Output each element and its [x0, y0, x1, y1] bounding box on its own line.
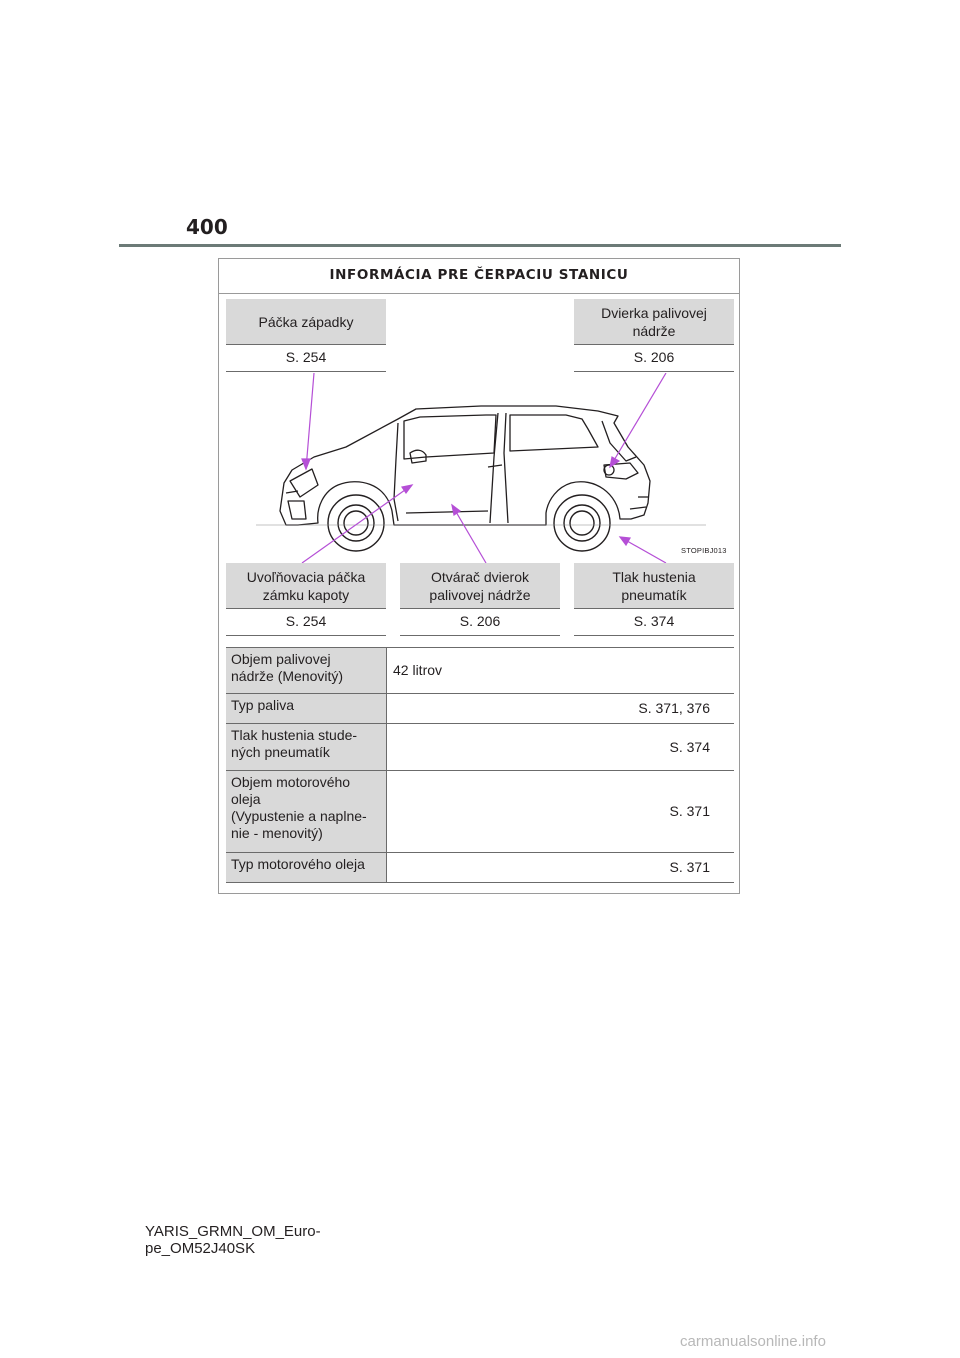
row-label: Typ paliva: [226, 694, 386, 723]
table-row: [226, 648, 734, 694]
callout-label: Páčka západky: [226, 299, 386, 345]
callout-page-ref[interactable]: S. 374: [574, 609, 734, 636]
wheels: [328, 495, 610, 551]
leader-hood-latch: [306, 373, 314, 469]
row-label: Objem motorového oleja (Vypustenie a naplne- nie - menovitý): [226, 771, 386, 852]
leader-fuel-door-opener: [452, 505, 486, 563]
leader-fuel-door: [610, 373, 666, 467]
header-rule: [119, 244, 841, 247]
table-row: [226, 724, 734, 771]
row-label: Tlak hustenia stude- ných pneumatík: [226, 724, 386, 770]
callout-label: Dvierka palivovej nádrže: [574, 299, 734, 345]
callout-page-ref[interactable]: S. 206: [400, 609, 560, 636]
callout-hood-latch: [226, 299, 386, 372]
table-row: [226, 771, 734, 853]
callout-tire-pressure: [574, 563, 734, 636]
fuel-info-table: [226, 647, 734, 883]
callout-fuel-door-opener: [400, 563, 560, 636]
figure-code: STOPIBJ013: [681, 546, 727, 555]
callout-page-ref[interactable]: S. 254: [226, 345, 386, 372]
row-label: Objem palivovej nádrže (Menovitý): [226, 648, 386, 693]
row-value[interactable]: S. 371: [386, 771, 734, 852]
row-value[interactable]: S. 374: [386, 724, 734, 770]
callout-label: Tlak hustenia pneumatík: [574, 563, 734, 609]
row-value: 42 litrov: [386, 648, 734, 693]
watermark: carmanualsonline.info: [680, 1333, 826, 1350]
callout-hood-release: [226, 563, 386, 636]
row-value[interactable]: S. 371, 376: [386, 694, 734, 723]
document-id: YARIS_GRMN_OM_Euro- pe_OM52J40SK: [145, 1223, 321, 1257]
row-value[interactable]: S. 371: [386, 853, 734, 882]
panel-title: INFORMÁCIA PRE ČERPACIU STANICU: [219, 259, 739, 294]
callout-page-ref[interactable]: S. 206: [574, 345, 734, 372]
car-illustration: [226, 373, 734, 563]
row-label: Typ motorového oleja: [226, 853, 386, 882]
page-number: 400: [186, 215, 228, 239]
callout-label: Otvárač dvierok palivovej nádrže: [400, 563, 560, 609]
callout-page-ref[interactable]: S. 254: [226, 609, 386, 636]
table-row: [226, 853, 734, 883]
table-row: [226, 694, 734, 724]
callout-fuel-door: [574, 299, 734, 372]
callout-label: Uvoľňovacia páčka zámku kapoty: [226, 563, 386, 609]
